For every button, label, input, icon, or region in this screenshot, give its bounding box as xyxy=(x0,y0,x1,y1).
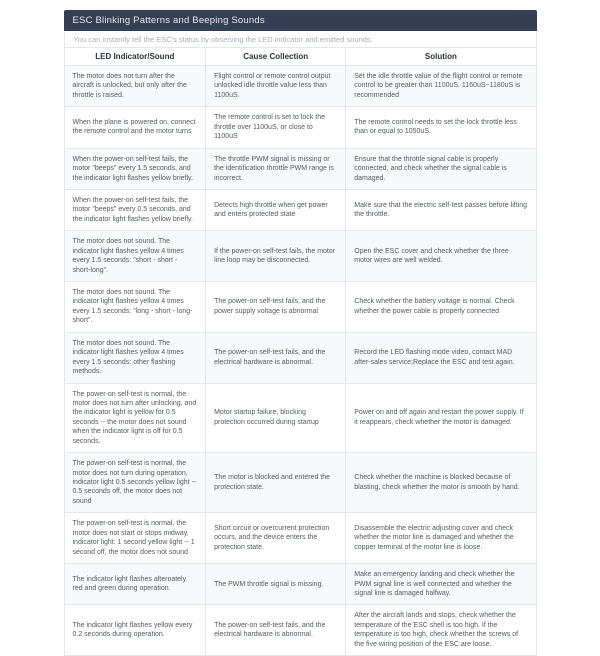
table-row xyxy=(64,189,536,230)
panel-subtitle: You can instantly tell the ESC's status by observing the LED indicator and emitted sounds. xyxy=(64,31,537,47)
solution-cell: Check whether the machine is blocked because of blasting, check whether the motor is smooth by hand. xyxy=(346,453,536,513)
solution-cell: Set the idle throttle value of the flight control or remote control to be greater than 1100uS. 1160uS~1180uS is recommended xyxy=(346,66,536,107)
table-row xyxy=(64,282,536,333)
cause-cell: If the power-on self-test fails, the motor line loop may be disconnected. xyxy=(206,231,346,282)
table-row xyxy=(64,107,536,148)
esc-status-table xyxy=(64,47,537,656)
cause-cell: Flight control or remote control output unlocked idle throttle value less than 1100uS. xyxy=(206,66,346,107)
table-row xyxy=(64,383,536,453)
cause-cell: The power-on self-test fails, and the power supply voltage is abnormal xyxy=(206,282,346,333)
table-row xyxy=(64,453,536,513)
cause-cell: The throttle PWM signal is missing or the identification throttle PWM range is incorrect. xyxy=(206,148,346,189)
table-header-row xyxy=(64,48,536,66)
table-row xyxy=(64,564,536,605)
table-row xyxy=(64,231,536,282)
solution-cell: The remote control needs to set the lock throttle less than or equal to 1050uS. xyxy=(346,107,536,148)
cause-cell: The power-on self-test fails, and the electrical hardware is abnormal. xyxy=(206,605,346,656)
panel-header xyxy=(64,10,537,31)
led-indicator-cell: The motor does not sound. The indicator light flashes yellow 4 times every 1.5 seconds: "long - short - long-short". xyxy=(64,282,206,333)
cause-cell: Detects high throttle when get power and enters protected state xyxy=(206,189,346,230)
solution-cell: Disassemble the electric adjusting cover and check whether the motor line is damaged and whether the copper terminal of the motor line is loose. xyxy=(346,513,536,564)
table-row xyxy=(64,148,536,189)
solution-cell: After the aircraft lands and stops, check whether the temperature of the ESC shell is too high. If the temperature is too high, check whether the screws of the five wiring position of the ESC are loose. xyxy=(346,605,536,656)
led-indicator-cell: The motor does not turn after the aircraft is unlocked, but only after the throttle is raised. xyxy=(64,66,206,107)
solution-cell: Open the ESC cover and check whether the three motor wires are well welded. xyxy=(346,231,536,282)
solution-cell: Ensure that the throttle signal cable is properly connected, and check whether the signal cable is damaged. xyxy=(346,148,536,189)
solution-cell: Make sure that the electric self-test passes before lifting the throttle. xyxy=(346,189,536,230)
solution-cell: Record the LED flashing mode video, contact MAD after-sales service;Replace the ESC and test again. xyxy=(346,332,536,383)
cause-cell: Motor startup failure, blocking protection occurred during startup xyxy=(206,383,346,453)
table-row xyxy=(64,605,536,656)
led-indicator-cell: The motor does not sound. The indicator light flashes yellow 4 times every 1.5 seconds: "short - short - short-long". xyxy=(64,231,206,282)
led-indicator-cell: The motor does not sound. The indicator light flashes yellow 4 times every 1.5 seconds: other flashing methods. xyxy=(64,332,206,383)
table-body xyxy=(64,66,536,656)
table-row xyxy=(64,332,536,383)
led-indicator-cell: The power-on self-test is normal, the motor does not turn during operation, indicator light 0.5 seconds yellow light -- 0.5 seconds off, the motor does not sound xyxy=(64,453,206,513)
column-header-cause: Cause Collection xyxy=(206,48,346,66)
esc-status-panel xyxy=(64,10,537,656)
cause-cell: The remote control is set to lock the throttle over 1100uS, or close to 1100uS xyxy=(206,107,346,148)
cause-cell: Short circuit or overcurrent protection occurs, and the device enters the protection state. xyxy=(206,513,346,564)
led-indicator-cell: The indicator light flashes alternately red and green during operation. xyxy=(64,564,206,605)
led-indicator-cell: The power-on self-test is normal, the motor does not start or stops midway, indicator light: 1 second yellow light -- 1 second off, the motor does not sound xyxy=(64,513,206,564)
table-row xyxy=(64,513,536,564)
cause-cell: The power-on self-test fails, and the electrical hardware is abnormal. xyxy=(206,332,346,383)
cause-cell: The motor is blocked and entered the protection state. xyxy=(206,453,346,513)
solution-cell: Check whether the battery voltage is normal. Check whether the power cable is properly connected xyxy=(346,282,536,333)
led-indicator-cell: When the plane is powered on, connect the remote control and the motor turns xyxy=(64,107,206,148)
column-header-solution: Solution xyxy=(346,48,536,66)
led-indicator-cell: The indicator light flashes yellow every 0.2 seconds during operation. xyxy=(64,605,206,656)
led-indicator-cell: When the power-on self-test fails, the motor "beeps" every 1.5 seconds, and the indicator light flashes yellow briefly. xyxy=(64,148,206,189)
column-header-led-indicator: LED Indicator/Sound xyxy=(64,48,206,66)
table-row xyxy=(64,66,536,107)
panel-title: ESC Blinking Patterns and Beeping Sounds xyxy=(72,15,265,26)
led-indicator-cell: The power-on self-test is normal, the motor does not turn after unlocking, and the indicator light is yellow for 0.5 seconds -- the motor does not sound when the indicator light is off for 0.5 seconds. xyxy=(64,383,206,453)
led-indicator-cell: When the power-on self-test fails, the motor "beeps" every 0.5 seconds, and the indicator light flashes yellow briefly. xyxy=(64,189,206,230)
cause-cell: The PWM throttle signal is missing. xyxy=(206,564,346,605)
solution-cell: Make an emergency landing and check whether the PWM signal line is well connected and whether the signal line is damaged halfway. xyxy=(346,564,536,605)
solution-cell: Power on and off again and restart the power supply. If it reappears, check whether the motor is damaged. xyxy=(346,383,536,453)
